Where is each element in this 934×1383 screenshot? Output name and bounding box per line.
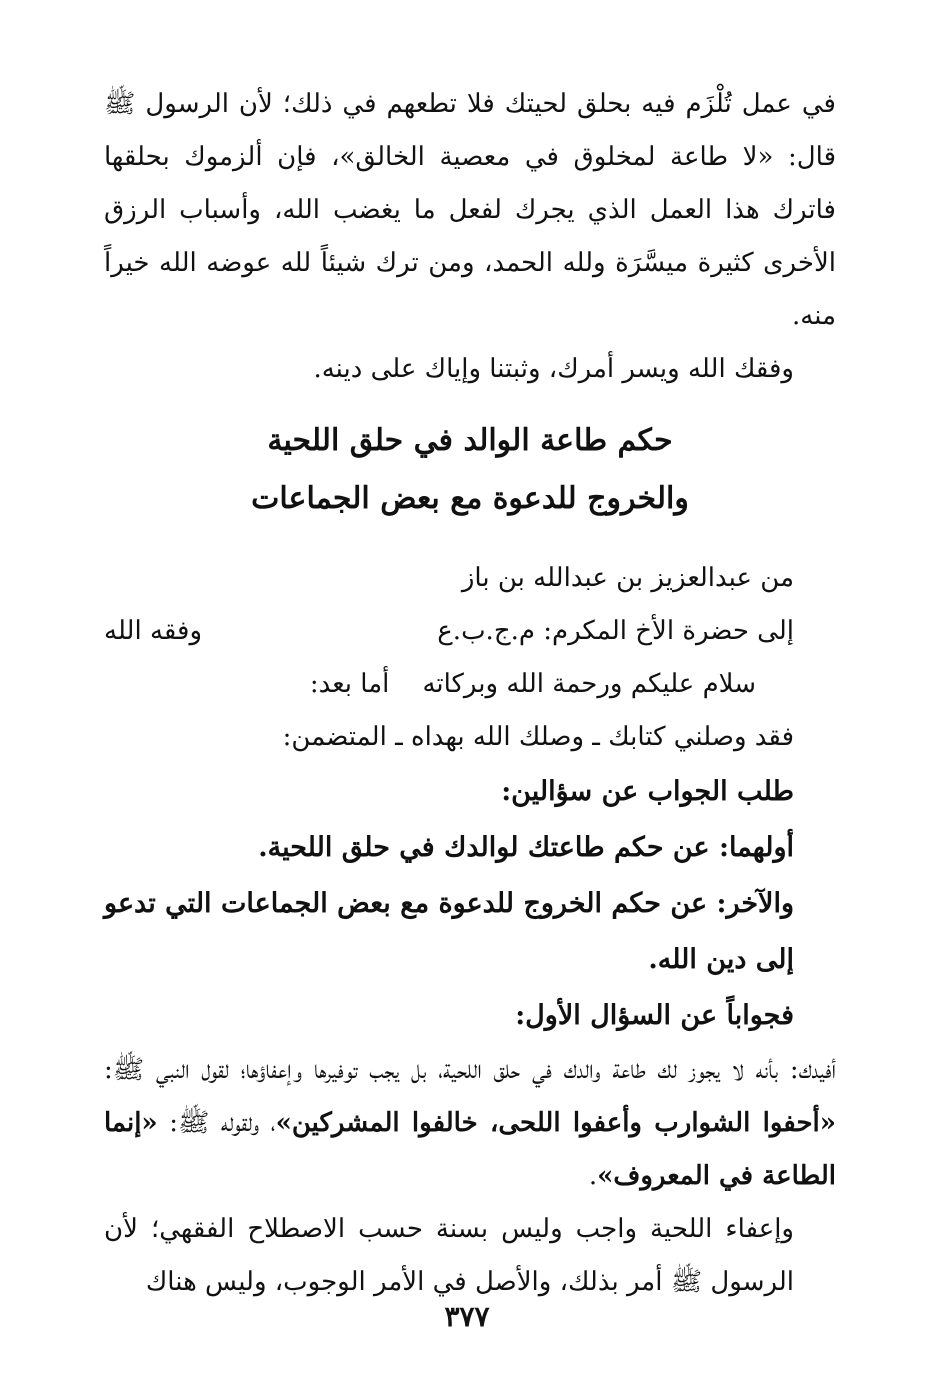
recipient-blessing: وفقه الله <box>104 616 203 646</box>
hadith-2: «إنما الطاعة في المعروف» <box>104 1108 836 1191</box>
answer-heading: فجواباً عن السؤال الأول: <box>515 1000 794 1031</box>
request-heading: طلب الجواب عن سؤالين: <box>501 776 794 807</box>
page-number: ٣٧٧ <box>444 1300 490 1333</box>
letter-greeting: سلام عليكم ورحمة الله وبركاته أما بعد: <box>309 669 756 699</box>
letter-received: فقد وصلني كتابك ـ وصلك الله بهداه ـ المتضمن: <box>282 722 794 752</box>
answer-lead: أفيدك: بأنه لا يجوز لك طاعة والدك في حلق اللحية، بل يجب توفيرها وإعفاؤها؛ لقول النبي ﷺ: <box>104 1055 836 1085</box>
question-1: أولهما: عن حكم طاعتك لوالدك في حلق اللحية. <box>258 832 794 863</box>
answer-mid: ، ولقوله ﷺ: <box>157 1108 276 1138</box>
letter-recipient: إلى حضرة الأخ المكرم: م.ج.ب.ع <box>437 616 794 646</box>
hadith-1: «أحفوا الشوارب وأعفوا اللحى، خالفوا المشركين» <box>275 1108 836 1138</box>
intro-paragraph: في عمل تُلْزَم فيه بحلق لحيتك فلا تطعهم في ذلك؛ لأن الرسول ﷺ قال: «لا طاعة لمخلوق في معصية الخالق»، فإن ألزموك بحلقها فاترك هذا العمل الذي يجرك لفعل ما يغضب الله، وأسباب الرزق الأخرى كثيرة ميسَّرَة ولله الحمد، ومن ترك شيئاً لله عوضه الله خيراً منه. <box>104 89 836 331</box>
letter-sender: من عبدالعزيز بن عبدالله بن باز <box>461 563 794 593</box>
question-2: والآخر: عن حكم الخروج للدعوة مع بعض الجماعات التي تدعو إلى دين الله. <box>104 888 794 975</box>
answer-end: . <box>588 1161 598 1191</box>
answer-paragraph-1 <box>104 1044 836 1203</box>
letter-recipient-row <box>104 605 836 658</box>
closing-prayer: وفقك الله ويسر أمرك، وثبتنا وإياك على دينه. <box>313 354 794 384</box>
section-title-line-2: والخروج للدعوة مع بعض الجماعات <box>251 481 689 516</box>
section-title-line-1: حكم طاعة الوالد في حلق اللحية <box>267 423 673 458</box>
section-title <box>104 412 836 528</box>
answer-paragraph-2: وإعفاء اللحية واجب وليس بسنة حسب الاصطلاح الفقهي؛ لأن الرسول ﷺ أمر بذلك، والأصل في الأمر الوجوب، وليس هناك <box>104 1214 794 1297</box>
